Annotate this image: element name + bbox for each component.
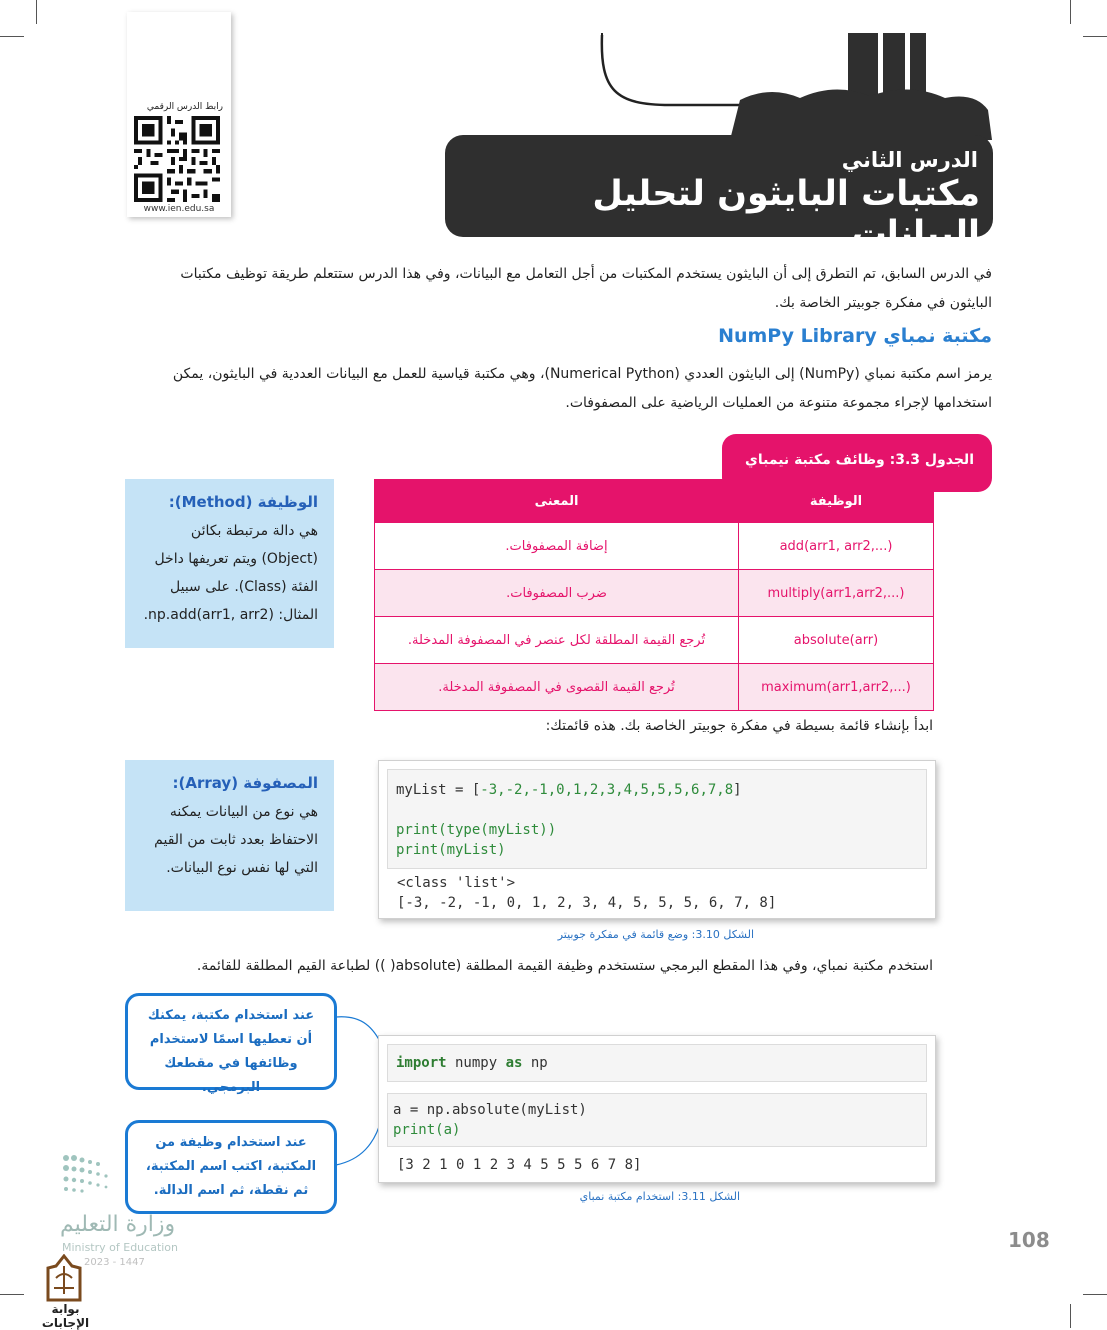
code-input-area[interactable] (387, 769, 927, 869)
code-output-line: [-3, -2, -1, 0, 1, 2, 3, 4, 5, 5, 5, 6, 7, 8] (397, 895, 777, 911)
figure-caption-3-11: الشكل 3.11: استخدام مكتبة نمباي (579, 1190, 740, 1203)
code-output-area (397, 873, 776, 913)
table-row (375, 570, 934, 617)
ministry-logo-dots-icon (60, 1152, 190, 1198)
qr-card[interactable] (127, 12, 231, 217)
watermark-label: بوابة الإجابات (41, 1302, 90, 1330)
ministry-name-arabic: وزارة التعليم (60, 1212, 176, 1237)
crop-mark (0, 36, 24, 37)
numpy-usage-text: استخدم مكتبة نمباي، وفي هذا المقطع البرمجي ستستخدم وظيفة القيمة المطلقة (absolute( )) لطباعة القيم المطلقة للقائمة. (196, 958, 933, 974)
code-input-absolute[interactable] (387, 1093, 927, 1147)
code-variable: myList (396, 782, 447, 798)
code-cell-list (378, 760, 936, 919)
numpy-section-heading: مكتبة نمباي NumPy Library (718, 325, 992, 347)
sidebar-method-text: هي دالة مرتبطة بكائن (Object) ويتم تعريفها داخل الفئة (Class). على سبيل المثال: np.add(arr1, arr2). (143, 523, 318, 623)
code-list-values: -3,-2,-1,0,1,2,3,4,5,5,5,6,7,8 (480, 782, 734, 798)
page-number: 108 (1008, 1228, 1050, 1252)
callout-function-usage: عند استخدام وظيفة من المكتبة، اكتب اسم المكتبة، ثم نقطة، ثم اسم الدالة. (125, 1120, 337, 1214)
crop-mark (36, 0, 37, 24)
code-line: a = np.absolute(myList) (393, 1102, 587, 1118)
crop-mark (1083, 1294, 1107, 1295)
meaning-cell: تُرجع القيمة القصوى في المصفوفة المدخلة. (375, 664, 739, 711)
ministry-year: 2023 - 1447 (84, 1257, 145, 1268)
sidebar-array-title: المصفوفة (Array): (172, 774, 318, 792)
sidebar-array-text: هي نوع من البيانات يمكنه الاحتفاظ بعدد ثابت من القيم التي لها نفس نوع البيانات. (154, 804, 318, 876)
table-row (375, 523, 934, 570)
crop-mark (1083, 36, 1107, 37)
meaning-cell: إضافة المصفوفات. (375, 523, 739, 570)
sidebar-method-title: الوظيفة (Method): (168, 493, 318, 511)
crop-mark (1070, 0, 1071, 24)
figure-caption-3-10: الشكل 3.10: وضع قائمة في مفكرة جوبيتر (557, 928, 754, 941)
function-cell: multiply(arr1,arr2,...) (739, 570, 934, 617)
code-module-name: numpy (446, 1055, 506, 1071)
code-line (396, 820, 742, 840)
table-header-meaning: المعنى (375, 480, 739, 523)
code-keyword-as: as (505, 1055, 523, 1071)
code-output-line: <class 'list'> (397, 875, 516, 891)
intro-paragraph: في الدرس السابق، تم التطرق إلى أن البايثون يستخدم المكتبات من أجل التعامل مع البيانات، وفي هذا الدرس ستتعلم طريقة توظيف مكتبات البايثون في مفكرة جوبيتر الخاصة بك. (180, 266, 992, 311)
function-cell: absolute(arr) (739, 617, 934, 664)
crop-mark (0, 1294, 24, 1295)
ministry-name-english: Ministry of Education (62, 1241, 179, 1254)
sidebar-method-definition (125, 479, 334, 648)
numpy-description: يرمز اسم مكتبة نمباي (NumPy) إلى البايثون العددي (Numerical Python)، وهي مكتبة قياسية للعمل مع البيانات العددية في البايثون، يمكن استخدامها لإجراء مجموعة متنوعة من العمليات الرياضية على المصفوفات. (172, 366, 992, 411)
code-alias: np (522, 1055, 548, 1071)
code-keyword-import: import (396, 1055, 447, 1071)
code-line (396, 780, 742, 800)
lesson-title: مكتبات البايثون لتحليل البيانات (592, 174, 980, 254)
table-row (375, 664, 934, 711)
table-caption: الجدول 3.3: وظائف مكتبة نيمباي (722, 434, 992, 492)
code-bracket: ] (733, 782, 742, 798)
code-operator: = [ (446, 782, 481, 798)
sidebar-array-definition (125, 760, 334, 911)
answers-portal-logo-icon (42, 1254, 86, 1302)
code-line (396, 1053, 548, 1073)
meaning-cell: ضرب المصفوفات. (375, 570, 739, 617)
lesson-subtitle: الدرس الثاني (841, 148, 978, 172)
table-row (375, 617, 934, 664)
function-cell: maximum(arr1,arr2,...) (739, 664, 934, 711)
code-print-list: print(myList) (396, 842, 506, 858)
code-line (396, 840, 742, 860)
table-header-row (375, 480, 934, 523)
list-intro-text: ابدأ بإنشاء قائمة بسيطة في مفكرة جوبيتر الخاصة بك. هذه قائمتك: (545, 718, 933, 734)
crop-mark (1070, 1304, 1071, 1328)
code-cell-numpy (378, 1035, 936, 1183)
meaning-cell: تُرجع القيمة المطلقة لكل عنصر في المصفوفة المدخلة. (375, 617, 739, 664)
qr-code-icon[interactable] (134, 116, 220, 202)
table-header-function: الوظيفة (739, 480, 934, 523)
code-output-line: [3 2 1 0 1 2 3 4 5 5 5 6 7 8] (397, 1157, 642, 1173)
callout-library-alias: عند استخدام مكتبة، يمكنك أن تعطيها اسمًا لاستخدام وظائفها في مقطعك البرمجي. (125, 993, 337, 1090)
code-line: print(a) (393, 1122, 461, 1138)
numpy-functions-table (374, 479, 934, 711)
code-print-type: print(type(myList)) (396, 822, 557, 838)
qr-label: رابط الدرس الرقمي (146, 102, 223, 112)
function-cell: add(arr1, arr2,...) (739, 523, 934, 570)
qr-url[interactable]: www.ien.edu.sa (143, 204, 215, 214)
code-input-import[interactable] (387, 1044, 927, 1082)
